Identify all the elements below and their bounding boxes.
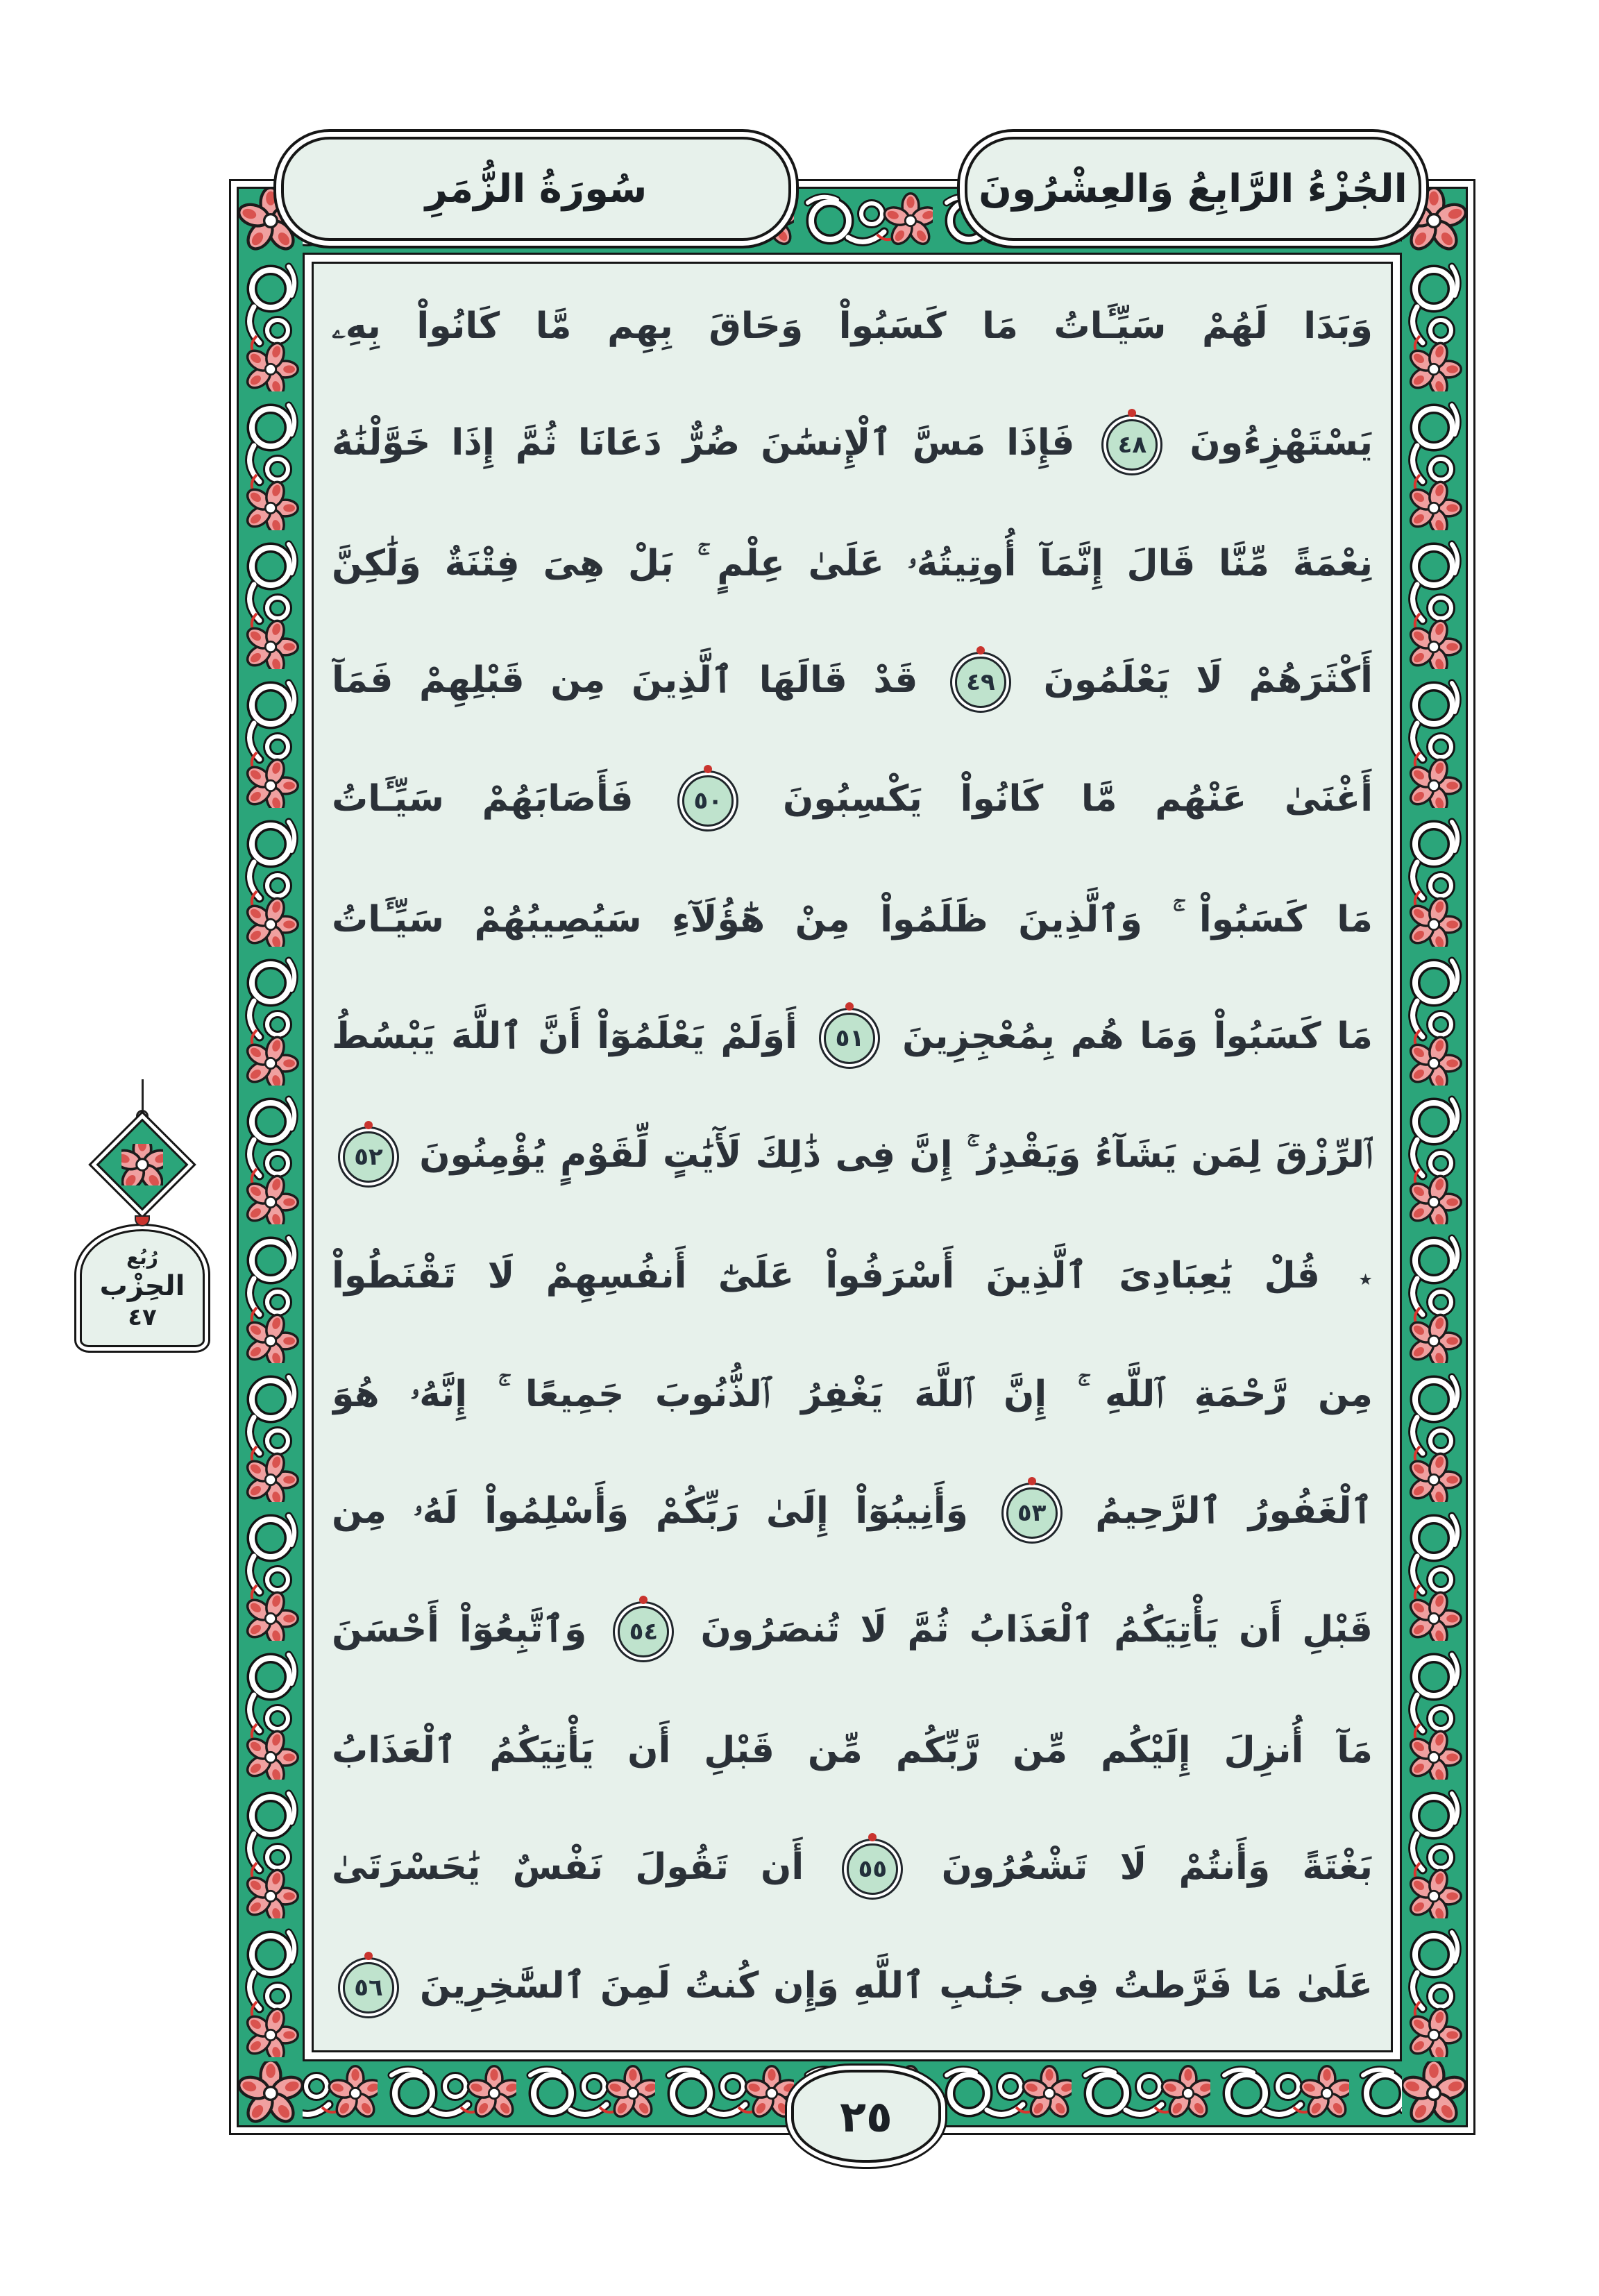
quran-text-segment: يَسْتَهْزِءُونَ <box>1190 421 1373 464</box>
quran-text-segment: ٱلْغَفُورُ ٱلرَّحِيمُ <box>1095 1490 1373 1533</box>
quran-line-text <box>332 1487 1373 1539</box>
hizb-label-rub: رُبُع <box>126 1245 158 1269</box>
ayah-marker: ٤٨ <box>1106 419 1158 471</box>
quran-text-segment: ٱلرِّزْقَ لِمَن يَشَآءُ وَيَقْدِرُ ۚ إِنَّ فِى ذَٰلِكَ لَأٓيَٰتٍ لِّقَوْمٍ يُؤْمِنُونَ <box>419 1133 1373 1176</box>
quran-line-text <box>332 1843 1373 1895</box>
inner-border-line <box>303 253 1402 2061</box>
ayah-marker: ٥٥ <box>847 1843 898 1895</box>
quran-text-segment: مِن رَّحْمَةِ ٱللَّهِ ۚ إِنَّ ٱللَّهَ يَغْفِرُ ٱلذُّنُوبَ جَمِيعًا ۚ إِنَّهُۥ هُوَ <box>332 1374 1373 1416</box>
frame-inner-line <box>237 187 1468 2127</box>
quran-text-segment: وَبَدَا لَهُمْ سَيِّـَٔاتُ مَا كَسَبُواْ وَحَاقَ بِهِم مَّا كَانُواْ بِهِۦ <box>332 305 1373 347</box>
quran-line <box>332 1691 1373 1810</box>
quran-text-segment: فَأَصَابَهُمْ سَيِّـَٔاتُ <box>332 777 634 820</box>
text-panel <box>312 262 1393 2052</box>
quran-lines <box>314 264 1391 2050</box>
quran-line-text <box>332 1255 1373 1297</box>
quran-line-text <box>332 898 1373 940</box>
juz-title-cartouche <box>965 137 1421 241</box>
border-pattern-right <box>1402 253 1466 2061</box>
quran-text-segment: أَوَلَمْ يَعْلَمُوٓاْ أَنَّ ٱللَّهَ يَبْسُطُ <box>332 1015 797 1057</box>
corner-flower-icon <box>239 2061 303 2125</box>
ayah-marker: ٥٠ <box>682 775 734 827</box>
page-number: ٢٥ <box>840 2091 892 2142</box>
hizb-number: ٤٧ <box>128 1303 157 1331</box>
quran-text-segment: أَن تَقُولَ نَفْسٌ يَٰحَسْرَتَىٰ <box>332 1846 804 1889</box>
quran-line <box>332 623 1373 741</box>
quran-line <box>332 1929 1373 2048</box>
quran-line <box>332 860 1373 979</box>
quran-text-segment: قَدْ قَالَهَا ٱلَّذِينَ مِن قَبْلِهِمْ فَمَآ <box>332 659 918 701</box>
quran-text-segment: عَلَىٰ مَا فَرَّطتُ فِى جَنۢبِ ٱللَّهِ وَإِن كُنتُ لَمِنَ ٱلسَّٰخِرِينَ <box>419 1965 1373 2007</box>
ayah-marker: ٥٣ <box>1006 1487 1058 1539</box>
quran-text-segment: أَغْنَىٰ عَنْهُم مَّا كَانُواْ يَكْسِبُونَ <box>782 777 1373 820</box>
quran-line <box>332 385 1373 504</box>
quran-line <box>332 1454 1373 1573</box>
quran-text-segment: مَا كَسَبُواْ ۚ وَٱلَّذِينَ ظَلَمُواْ مِنْ هَٰٓؤُلَآءِ سَيُصِيبُهُمْ سَيِّـَٔاتُ <box>332 898 1373 940</box>
quran-text-segment: قُلْ يَٰعِبَادِىَ ٱلَّذِينَ أَسْرَفُواْ عَلَىٰٓ أَنفُسِهِمْ لَا تَقْنَطُواْ <box>332 1255 1320 1297</box>
quran-text-segment: وَٱتَّبِعُوٓاْ أَحْسَنَ <box>332 1609 587 1651</box>
quran-line <box>332 979 1373 1097</box>
rub-hizb-star-icon: ٭ <box>1358 1263 1373 1294</box>
quran-line-text <box>332 1962 1373 2014</box>
quran-text-segment: قَبْلِ أَن يَأْتِيَكُمُ ٱلْعَذَابُ ثُمَّ لَا تُنصَرُونَ <box>700 1609 1373 1651</box>
ayah-marker: ٥٦ <box>343 1962 394 2014</box>
hizb-margin-ornament <box>73 1079 212 1351</box>
quran-line-text <box>332 1131 1373 1183</box>
decorative-frame <box>229 179 1475 2135</box>
ayah-marker: ٥٢ <box>343 1131 394 1183</box>
quran-line <box>332 504 1373 623</box>
ornament-flower-icon <box>121 1144 163 1185</box>
quran-text-segment: مَا كَسَبُواْ وَمَا هُم بِمُعْجِزِينَ <box>902 1015 1373 1057</box>
ornament-stem <box>142 1079 144 1113</box>
quran-line-text <box>332 542 1373 584</box>
quran-text-segment: أَكْثَرَهُمْ لَا يَعْلَمُونَ <box>1043 659 1373 701</box>
quran-line <box>332 1097 1373 1216</box>
ornament-bead <box>135 1215 150 1226</box>
quran-line <box>332 741 1373 860</box>
quran-text-segment: مَآ أُنزِلَ إِلَيْكُم مِّن رَّبِّكُم مِّن قَبْلِ أَن يَأْتِيَكُمُ ٱلْعَذَابُ <box>332 1730 1373 1772</box>
quran-line-text <box>332 419 1373 471</box>
quran-line-text <box>332 305 1373 347</box>
quran-text-segment: وَأَنِيبُوٓاْ إِلَىٰ رَبِّكُمْ وَأَسْلِمُواْ لَهُۥ مِن <box>332 1490 968 1533</box>
quran-line-text <box>332 1374 1373 1416</box>
surah-title-cartouche <box>281 137 791 241</box>
quran-line-text <box>332 1013 1373 1064</box>
border-pattern-left <box>239 253 303 2061</box>
page-number-cartouche <box>791 2070 941 2163</box>
quran-line <box>332 1810 1373 1929</box>
quran-line <box>332 1217 1373 1335</box>
corner-flower-icon <box>1402 2061 1466 2125</box>
ayah-marker: ٤٩ <box>955 657 1006 708</box>
arabesque-band <box>239 189 1466 2125</box>
quran-line-text <box>332 775 1373 827</box>
quran-text-segment: بَغْتَةً وَأَنتُمْ لَا تَشْعُرُونَ <box>941 1846 1373 1889</box>
quran-line-text <box>332 657 1373 708</box>
quran-line-text <box>332 1730 1373 1772</box>
ayah-marker: ٥١ <box>824 1013 875 1064</box>
quran-line <box>332 267 1373 385</box>
quran-text-segment: فَإِذَا مَسَّ ٱلْإِنسَٰنَ ضُرٌّ دَعَانَا ثُمَّ إِذَا خَوَّلْنَٰهُ <box>332 421 1075 464</box>
quran-text-segment: نِعْمَةً مِّنَّا قَالَ إِنَّمَآ أُوتِيتُهُۥ عَلَىٰ عِلْمٍ ۚ بَلْ هِىَ فِتْنَةٌ وَلَٰكِنَّ <box>332 542 1373 584</box>
quran-line-text <box>332 1606 1373 1657</box>
hizb-label <box>80 1229 205 1347</box>
ayah-marker: ٥٤ <box>618 1606 669 1657</box>
juz-title: الجُزْءُ الرَّابِعُ وَالعِشْرُونَ <box>979 166 1407 212</box>
quran-line <box>332 1335 1373 1454</box>
quran-line <box>332 1573 1373 1691</box>
surah-title: سُورَةُ الزُّمَرِ <box>425 166 648 212</box>
hizb-label-hizb: الحِزْب <box>99 1269 185 1302</box>
